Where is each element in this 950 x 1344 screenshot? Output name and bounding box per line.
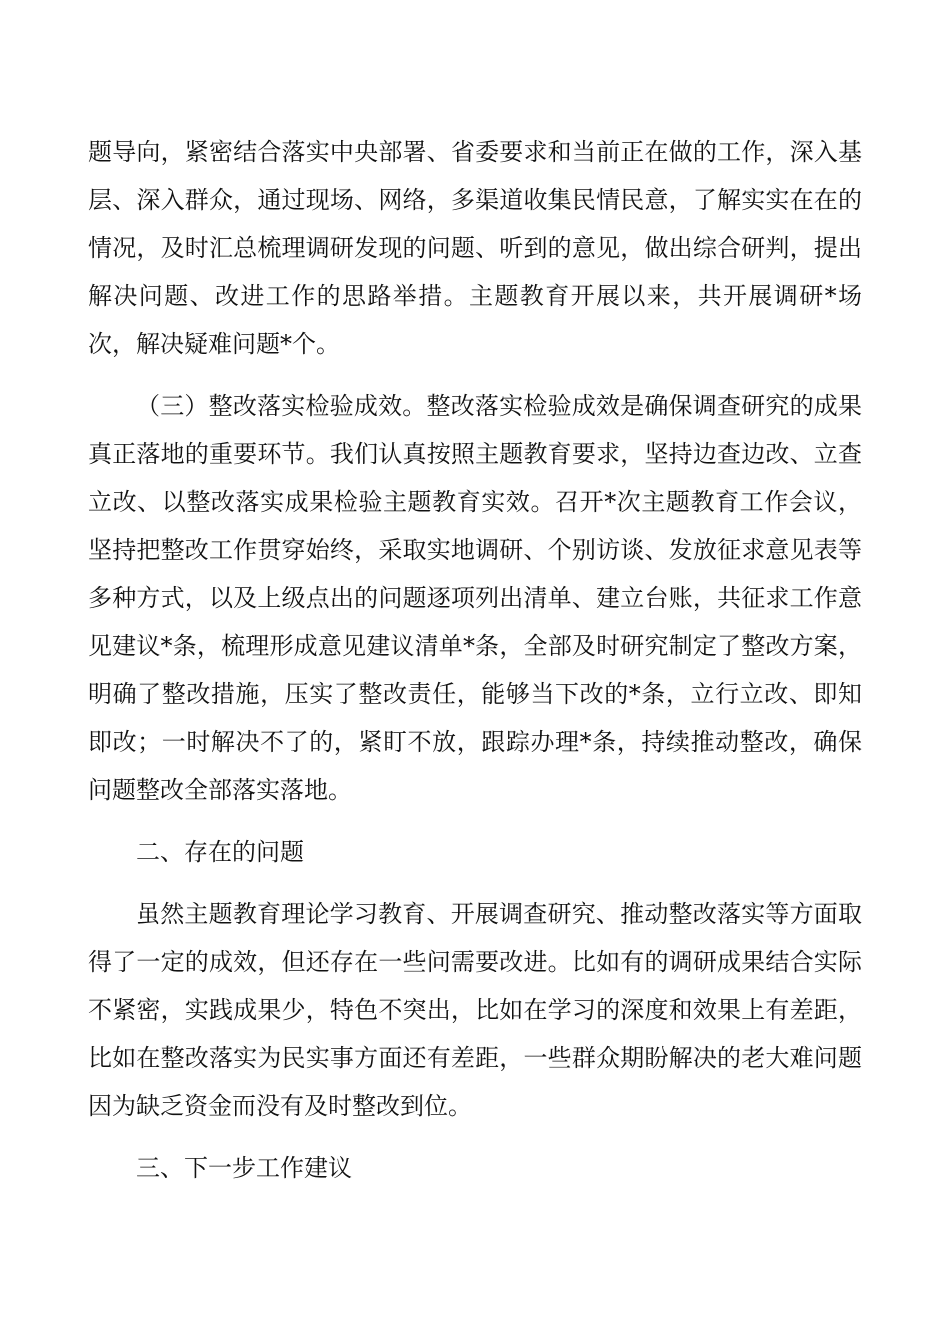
paragraph-3-line-2: 得了一定的成效，但还存在一些问需要改进。比如有的调研成果结合实际 (88, 948, 862, 976)
paragraph-1-line-5: 次，解决疑难问题*个。 (88, 330, 340, 358)
paragraph-2-line-5: 多种方式，以及上级点出的问题逐项列出清单、建立台账，共征求工作意 (88, 584, 862, 612)
paragraph-2-line-4: 坚持把整改工作贯穿始终，采取实地调研、个别访谈、发放征求意见表等 (88, 536, 862, 564)
paragraph-2-line-8: 即改；一时解决不了的，紧盯不放，跟踪办理*条，持续推动整改，确保 (88, 728, 862, 756)
paragraph-1-line-2: 层、深入群众，通过现场、网络，多渠道收集民情民意，了解实实在在的 (88, 186, 862, 214)
section-heading-problems: 二、存在的问题 (136, 838, 304, 866)
paragraph-2-line-1: （三）整改落实检验成效。整改落实检验成效是确保调查研究的成果 (136, 392, 862, 420)
paragraph-3-line-5: 因为缺乏资金而没有及时整改到位。 (88, 1092, 472, 1120)
paragraph-1-line-3: 情况，及时汇总梳理调研发现的问题、听到的意见，做出综合研判，提出 (88, 234, 862, 262)
paragraph-2-line-7: 明确了整改措施，压实了整改责任，能够当下改的*条，立行立改、即知 (88, 680, 862, 708)
paragraph-2-line-6: 见建议*条，梳理形成意见建议清单*条，全部及时研究制定了整改方案， (88, 632, 862, 660)
paragraph-3-line-4: 比如在整改落实为民实事方面还有差距，一些群众期盼解决的老大难问题 (88, 1044, 862, 1072)
paragraph-1-line-4: 解决问题、改进工作的思路举措。主题教育开展以来，共开展调研*场 (88, 282, 862, 310)
paragraph-3-line-1: 虽然主题教育理论学习教育、开展调查研究、推动整改落实等方面取 (136, 900, 862, 928)
section-heading-next-steps: 三、下一步工作建议 (136, 1154, 352, 1182)
paragraph-2-line-3: 立改、以整改落实成果检验主题教育实效。召开*次主题教育工作会议， (88, 488, 862, 516)
paragraph-1-line-1: 题导向，紧密结合落实中央部署、省委要求和当前正在做的工作，深入基 (88, 138, 862, 166)
paragraph-2-line-9: 问题整改全部落实落地。 (88, 776, 352, 804)
paragraph-2-line-2: 真正落地的重要环节。我们认真按照主题教育要求，坚持边查边改、立查 (88, 440, 862, 468)
paragraph-3-line-3: 不紧密，实践成果少，特色不突出，比如在学习的深度和效果上有差距， (88, 996, 862, 1024)
